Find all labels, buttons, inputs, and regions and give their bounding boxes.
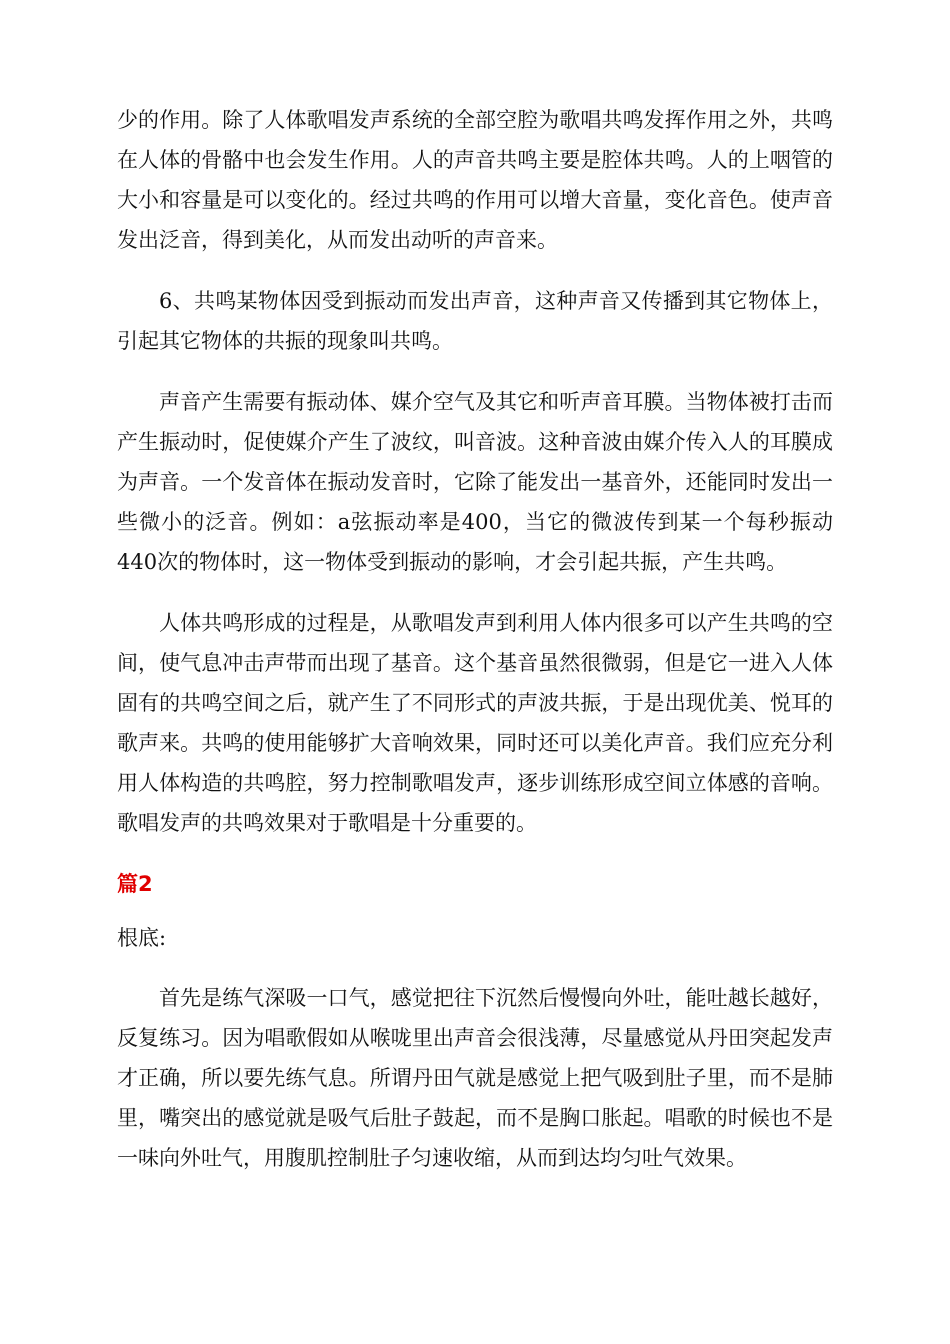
document-body xyxy=(117,100,833,1199)
section-label: 根底: xyxy=(117,926,167,950)
paragraph-breathing: 首先是练气深吸一口气，感觉把往下沉然后慢慢向外吐，能吐越长越好，反复练习。因为唱歌假如从喉咙里出声音会很浅薄，尽量感觉从丹田突起发声才正确，所以要先练气息。所谓丹田气就是感觉上把气吸到肚子里，而不是肺里，嘴突出的感觉就是吸气后肚子鼓起，而不是胸口胀起。唱歌的时候也不是一味向外吐气，用腹肌控制肚子匀速收缩，从而到达均匀吐气效果。 xyxy=(117,986,833,1170)
paragraph-continuation: 少的作用。除了人体歌唱发声系统的全部空腔为歌唱共鸣发挥作用之外，共鸣在人体的骨骼中也会发生作用。人的声音共鸣主要是腔体共鸣。人的上咽管的大小和容量是可以变化的。经过共鸣的作用可以增大音量，变化音色。使声音发出泛音，得到美化，从而发出动听的声音来。 xyxy=(117,108,833,252)
paragraph-sound-production: 声音产生需要有振动体、媒介空气及其它和听声音耳膜。当物体被打击而产生振动时，促使媒介产生了波纹，叫音波。这种音波由媒介传入人的耳膜成为声音。一个发音体在振动发音时，它除了能发出一基音外，还能同时发出一些微小的泛音。例如：a弦振动率是400，当它的微波传到某一个每秒振动440次的物体时，这一物体受到振动的影响，才会引起共振，产生共鸣。 xyxy=(117,390,833,574)
paragraph-resonance-definition: 6、共鸣某物体因受到振动而发出声音，这种声音又传播到其它物体上，引起其它物体的共振的现象叫共鸣。 xyxy=(117,289,833,353)
paragraph-human-resonance: 人体共鸣形成的过程是，从歌唱发声到利用人体内很多可以产生共鸣的空间，使气息冲击声带而出现了基音。这个基音虽然很微弱，但是它一进入人体固有的共鸣空间之后，就产生了不同形式的声波共振，于是出现优美、悦耳的歌声来。共鸣的使用能够扩大音响效果，同时还可以美化声音。我们应充分利用人体构造的共鸣腔，努力控制歌唱发声，逐步训练形成空间立体感的音响。歌唱发声的共鸣效果对于歌唱是十分重要的。 xyxy=(117,611,833,835)
section-heading: 篇2 xyxy=(117,872,153,896)
